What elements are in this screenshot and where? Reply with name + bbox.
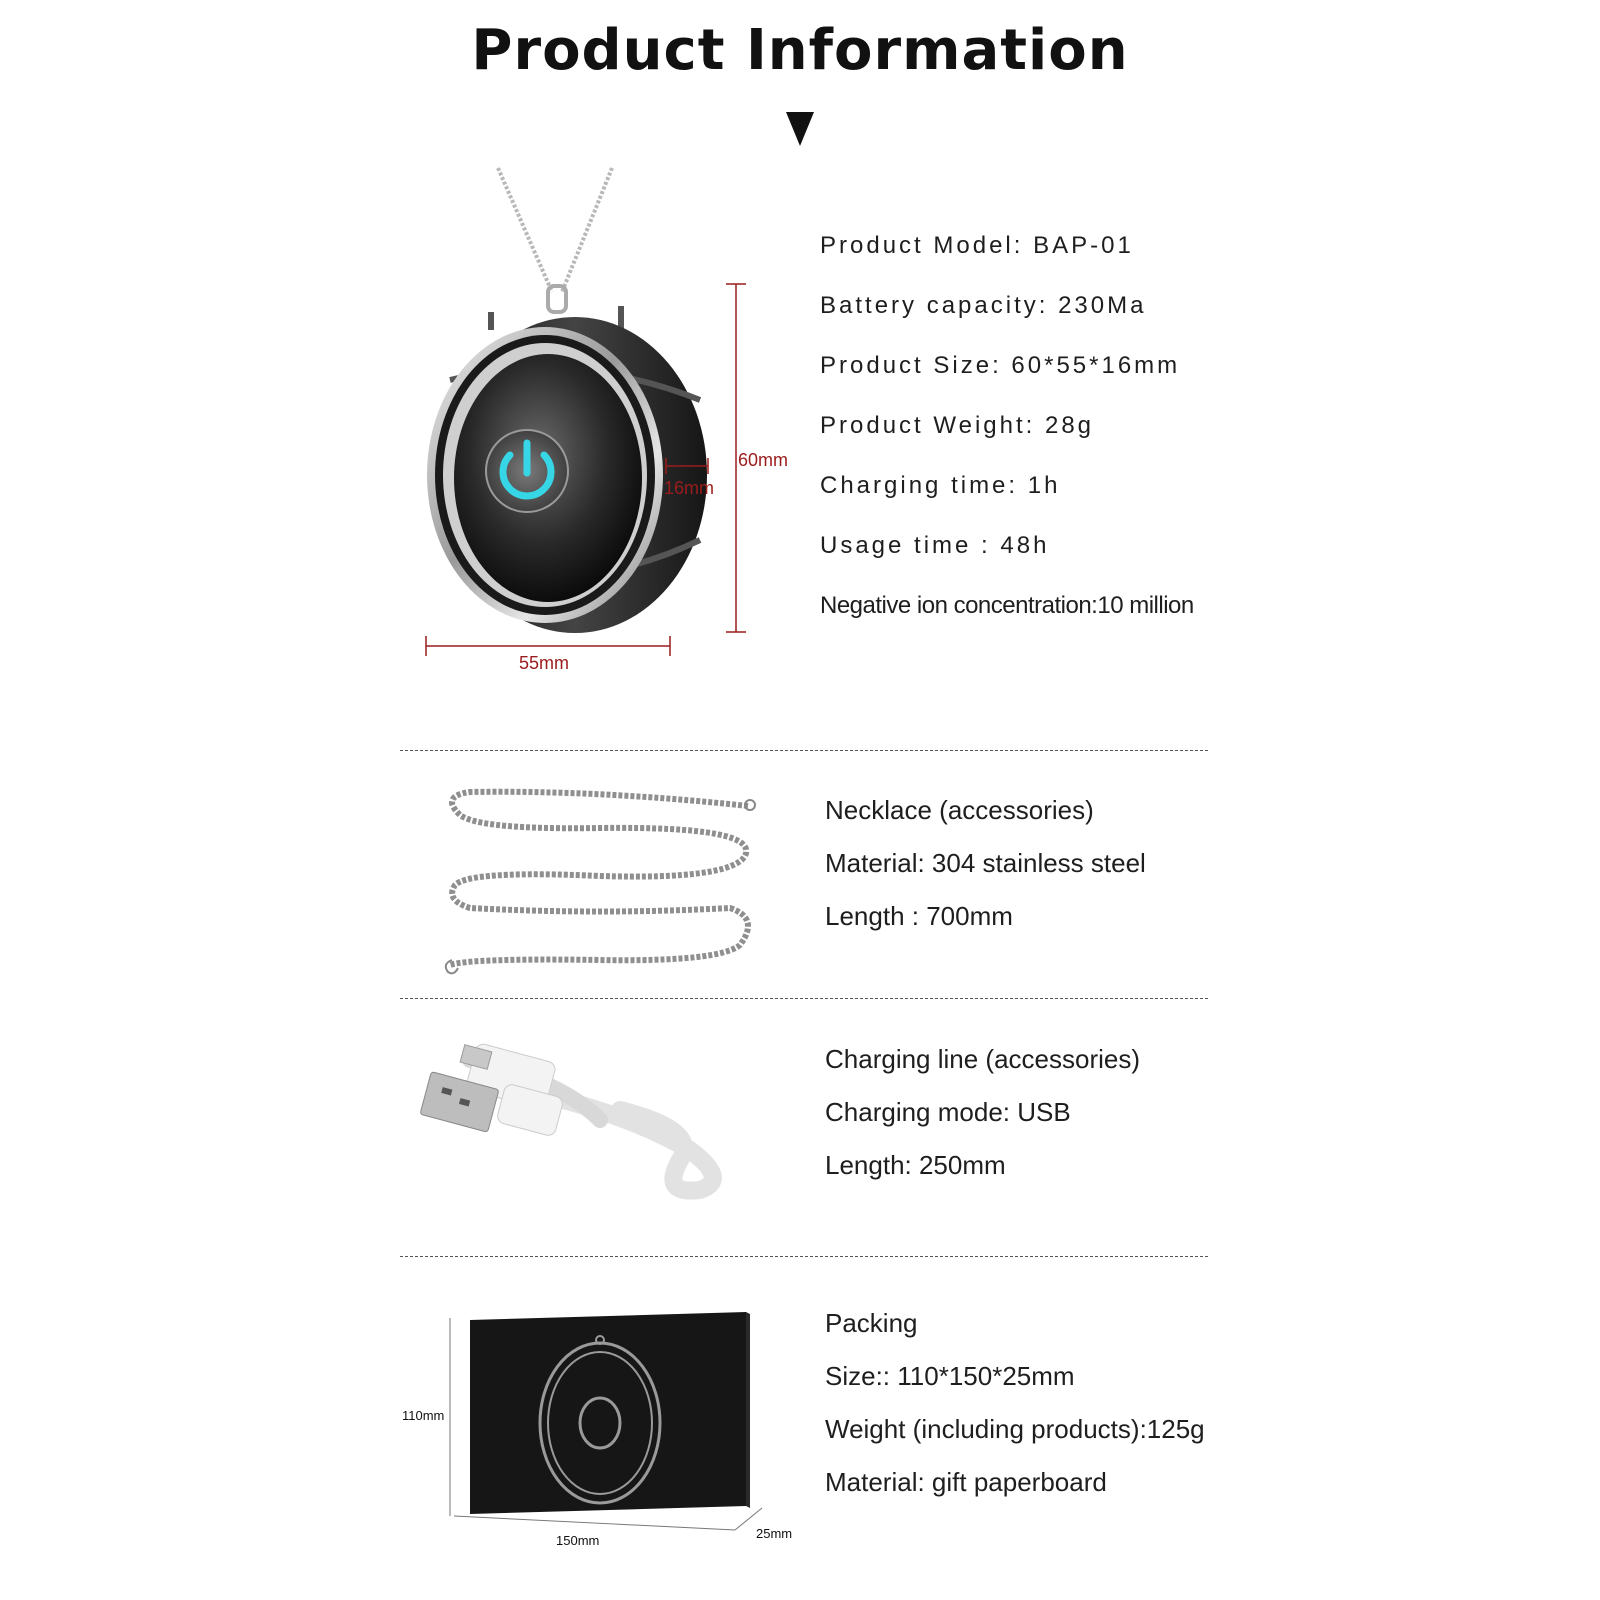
spec-model: Product Model: BAP-01 [820, 232, 1134, 259]
spec-charging-time: Charging time: 1h [820, 472, 1061, 499]
charging-line-length: Length: 250mm [825, 1150, 1006, 1180]
box-width-label: 150mm [556, 1533, 600, 1548]
packing-title: Packing [825, 1308, 918, 1338]
spec-size: Product Size: 60*55*16mm [820, 352, 1181, 379]
spec-negative-ion: Negative ion concentration:10 million [820, 592, 1194, 619]
box-height-label: 110mm [402, 1408, 445, 1423]
dimension-height-label: 60mm [738, 450, 789, 470]
dimension-depth-label: 16mm [664, 478, 715, 498]
charging-line-title: Charging line (accessories) [825, 1044, 1141, 1074]
box-depth-label: 25mm [756, 1526, 793, 1541]
spec-weight: Product Weight: 28g [820, 412, 1095, 439]
necklace-title: Necklace (accessories) [825, 795, 1094, 825]
necklace-material: Material: 304 stainless steel [825, 848, 1146, 878]
packing-material: Material: gift paperboard [825, 1467, 1107, 1497]
spec-usage-time: Usage time : 48h [820, 532, 1050, 559]
charging-mode: Charging mode: USB [825, 1097, 1071, 1127]
spec-battery: Battery capacity: 230Ma [820, 292, 1147, 319]
necklace-length: Length : 700mm [825, 901, 1013, 931]
page-title: Product Information [471, 18, 1129, 83]
packing-weight: Weight (including products):125g [825, 1414, 1205, 1444]
dimension-width-label: 55mm [519, 653, 570, 673]
packing-size: Size:: 110*150*25mm [825, 1361, 1075, 1391]
